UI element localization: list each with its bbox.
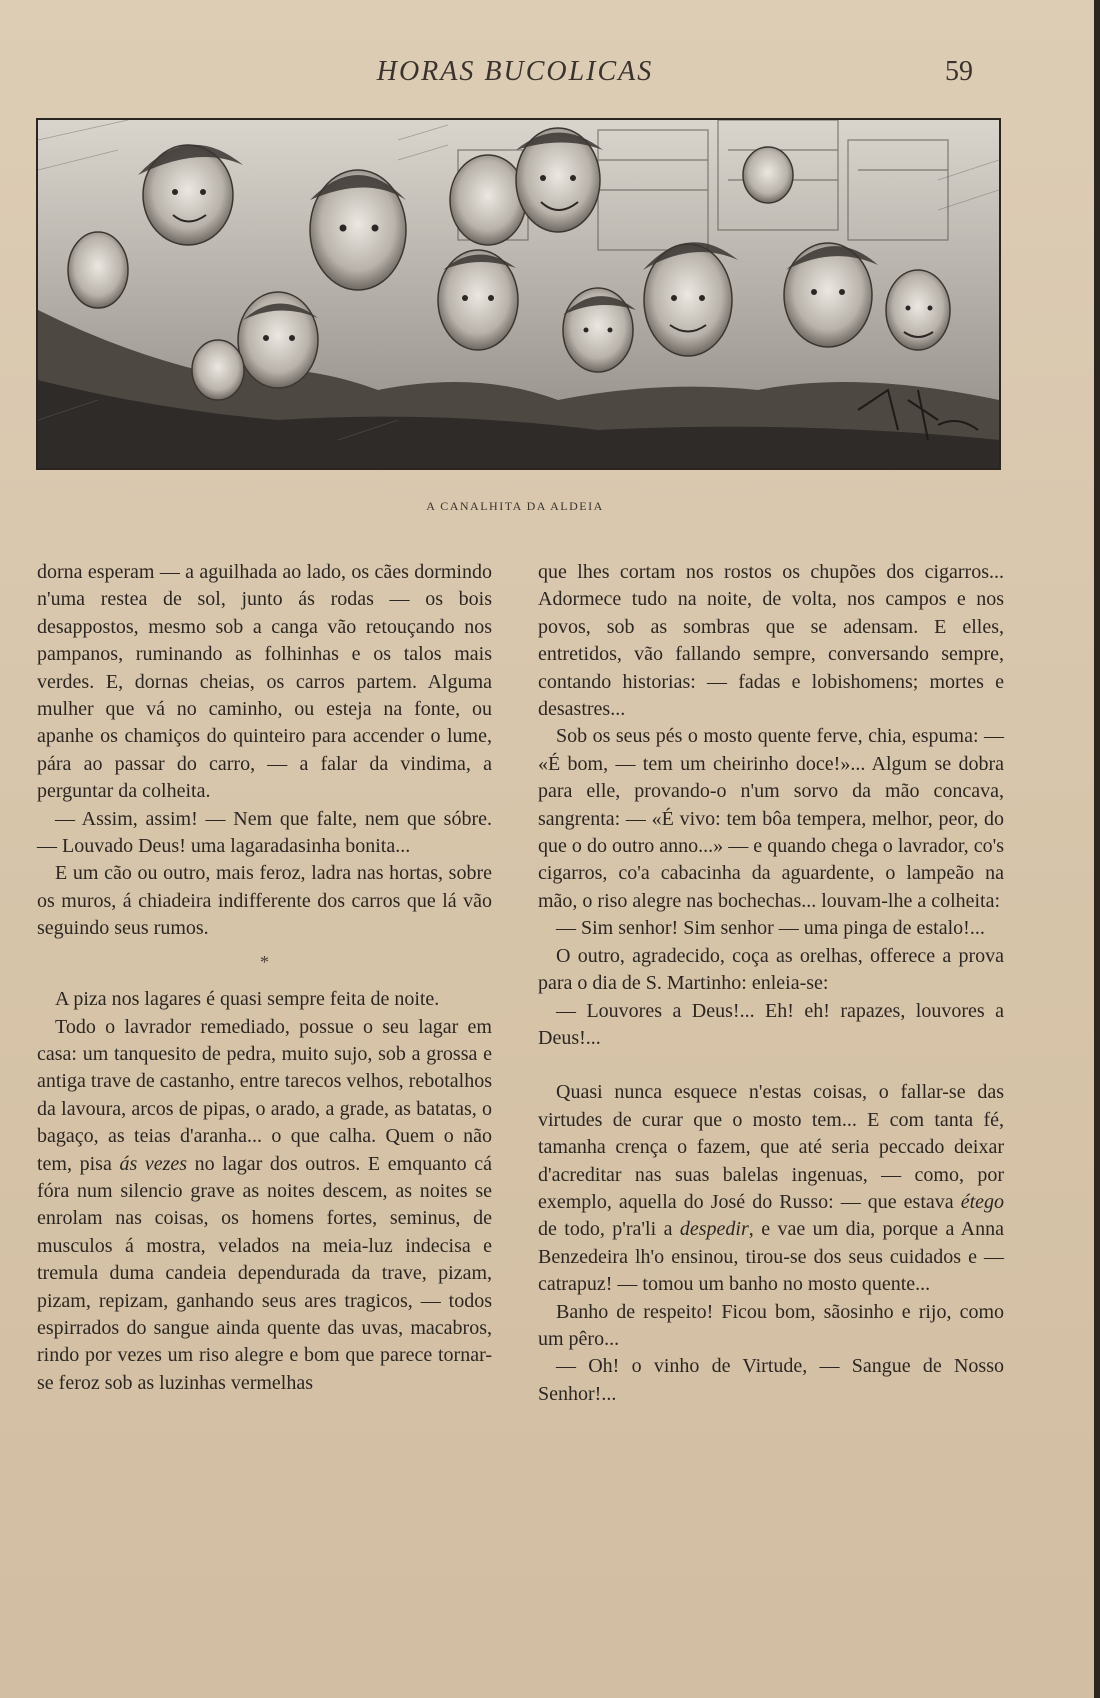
- paragraph: A piza nos lagares é quasi sempre feita de noite.: [55, 988, 440, 1011]
- paragraph: E um cão ou outro, mais feroz, ladra nas hortas, sobre os muros, á chiadeira indifferente dos carros que lá vão seguindo seus rumos.: [37, 862, 492, 940]
- paragraph: Banho de respeito! Ficou bom, sãosinho e rijo, como um pêro...: [538, 1300, 1004, 1350]
- paragraph: dorna esperam — a aguilhada ao lado, os cães dormindo n'uma restea de sol, junto ás rodas — os bois desappostos, mesmo sob a canga vão retouçando nos pampanos, ruminando as folhinhas e os talos mais verdes. E, dornas cheias, os carros partem. Alguma mulher que vá no caminho, ou esteja na fonte, ou apanhe os chamiços do quinteiro para accender o lume, pára ao passar do carro, — a falar da vindima, a perguntar da colheita.: [37, 561, 492, 803]
- dialogue-paragraph: — Oh! o vinho de Virtude, — Sangue de Nosso Senhor!...: [538, 1355, 1004, 1405]
- illustration-children-of-village: [36, 118, 1001, 470]
- sketch-drawing: [38, 120, 999, 468]
- paragraph: Quasi nunca esquece n'estas coisas, o fallar-se das virtudes de curar que o mosto tem... E com tanta fé, tamanha crença o fazem, que até seria peccado deixar d'acreditar nas suas balelas ingenuas, — como, por exemplo, aquella do José do Russo: — que estava étego de todo, p'ra'li a despedir, e vae um dia, porque a Anna Benzedeira lh'o ensinou, tirou-se dos seus cuidados e — catrapuz! — tomou um banho no mosto quente...: [538, 1081, 1004, 1296]
- paragraph: que lhes cortam nos rostos os chupões dos cigarros... Adormece tudo na noite, de volta, nos campos e nos povos, sob as sombras que se adensam. E elles, entretidos, vão fallando sempre, conversando sempre, contando historias: — fadas e lobishomens; mortes e desastres...: [538, 561, 1004, 721]
- paragraph: Todo o lavrador remediado, possue o seu lagar em casa: um tanquesito de pedra, muito sujo, sob a grossa e antiga trave de castanho, entre tarecos velhos, rebotalhos da lavoura, arcos de pipas, o arado, a grade, as batatas, o bagaço, as teias d'aranha... o que calha. Quem o não tem, pisa ás vezes no lagar dos outros. E emquanto cá fóra num silencio grave as noites descem, as noites se enrolam nas coisas, os homens fortes, seminus, de musculos á mostra, velados na meia-luz indecisa e tremula duma candeia dependurada da trave, pizam, pizam, repizam, ganhando seus ares tragicos, — todos espirrados do sangue ainda quente das uvas, macabros, rindo por vezes um riso alegre e bom que parece tornar-se feroz sob as luzinhas vermelhas: [37, 1015, 492, 1394]
- italic-word: despedir: [679, 1218, 749, 1241]
- page-edge: [1094, 0, 1100, 1698]
- paragraph: Sob os seus pés o mosto quente ferve, chia, espuma: — «É bom, — tem um cheirinho doce!»... Algum se dobra para elle, provando-o n'um sorvo da mão concava, sangrenta: — «É vivo: tem bôa tempera, melhor, peor, do que o do outro anno...» — e quando chega o lavrador, co's cigarros, co'a cabacinha da aguardente, o lampeão na mão, o riso alegre nas bochechas... louvam-lhe a colheita:: [538, 725, 1004, 912]
- dialogue-paragraph: — Assim, assim! — Nem que falte, nem que sóbre. — Louvado Deus! uma lagaradasinha bonita...: [37, 807, 492, 858]
- italic-phrase: ás vezes: [119, 1152, 188, 1175]
- page-number: 59: [945, 56, 973, 87]
- text-column-right: [538, 559, 1004, 1408]
- italic-word: étego: [960, 1190, 1004, 1213]
- running-title: HORAS BUCOLICAS: [376, 56, 654, 87]
- illustration-caption: A CANALHITA DA ALDEIA: [426, 499, 604, 513]
- dialogue-paragraph: — Louvores a Deus!... Eh! eh! rapazes, louvores a Deus!...: [538, 999, 1004, 1049]
- dialogue-paragraph: — Sim senhor! Sim senhor — uma pinga de estalo!...: [556, 917, 985, 940]
- text-column-left: [37, 559, 492, 1397]
- section-break-asterism: *: [260, 951, 269, 972]
- paragraph: O outro, agradecido, coça as orelhas, offerece a prova para o dia de S. Martinho: enleia-se:: [538, 944, 1004, 995]
